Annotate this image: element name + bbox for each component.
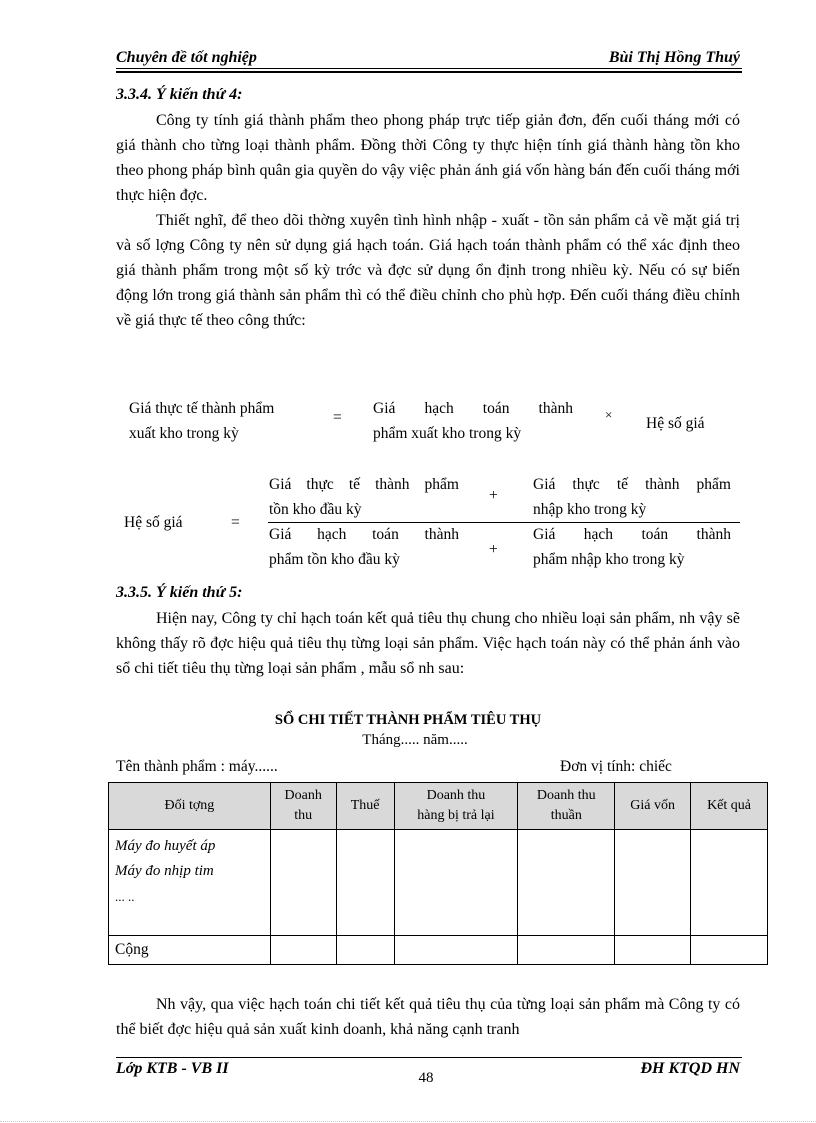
section-5-body <box>116 606 740 681</box>
col-label: Thuế <box>350 798 380 813</box>
col-header-gia-von <box>615 783 691 830</box>
numerator-a-line-2: tồn kho đầu kỳ <box>269 501 362 518</box>
table-cell <box>691 830 768 936</box>
col-label: thu <box>294 808 313 823</box>
formula-1-mid-line-1: Giá hạch toán thành <box>373 400 573 417</box>
closing-body <box>116 992 740 1042</box>
numerator-b-line-1: Giá thực tế thành phẩm <box>533 476 731 493</box>
col-header-doanh-thu <box>270 783 336 830</box>
col-header-thue <box>336 783 394 830</box>
col-header-ket-qua <box>691 783 768 830</box>
row-label-huyet-ap: Máy đo huyết áp <box>115 838 216 854</box>
denominator-a-line-2: phẩm tồn kho đầu kỳ <box>269 551 400 568</box>
table-header-row <box>109 783 768 830</box>
page-number: 48 <box>418 1070 434 1086</box>
table-row <box>109 830 768 936</box>
ledger-subtitle: Tháng..... năm..... <box>362 732 468 748</box>
footer-rule <box>116 1057 742 1058</box>
numerator-a-line-1: Giá thực tế thành phẩm <box>269 476 459 493</box>
numerator-plus: + <box>489 487 498 504</box>
formula-1-equals: = <box>333 409 342 426</box>
formula-2-lhs: Hệ số giá <box>124 514 183 531</box>
formula-1-mid-line-2: phẩm xuất kho trong kỳ <box>373 425 522 442</box>
section-4-title: 3.3.4. Ý kiến thứ 4: <box>116 86 243 103</box>
table-cell <box>336 936 394 965</box>
header-left: Chuyên đề tốt nghiệp <box>116 49 257 66</box>
table-cell <box>270 936 336 965</box>
col-label: Doanh thu <box>426 788 486 803</box>
ledger-table <box>108 782 768 965</box>
section-5-paragraph-1: Hiện nay, Công ty chỉ hạch toán kết quả tiêu thụ chung cho nhiều loại sản phẩm, nh vậy sẽ không thấy rõ đợc hiệu quả tiêu thụ từng loại sản phẩm. Việc hạch toán này có thể phản ánh vào sổ chi tiết tiêu thụ từng loại sản phẩm , mẫu sổ nh sau: <box>116 610 740 677</box>
section-5-title: 3.3.5. Ý kiến thứ 5: <box>116 584 243 601</box>
formula-1-lhs-line-1: Giá thực tế thành phẩm <box>129 400 275 417</box>
col-label: Kết quả <box>707 798 751 813</box>
denominator-a-line-1: Giá hạch toán thành <box>269 526 459 543</box>
formula-1-lhs-line-2: xuất kho trong kỳ <box>129 425 239 442</box>
row-labels-cell <box>109 830 271 936</box>
row-label-nhip-tim: Máy đo nhịp tim <box>115 863 214 879</box>
denominator-b-line-2: phẩm nhập kho trong kỳ <box>533 551 685 568</box>
footer-left: Lớp KTB - VB II <box>116 1060 229 1077</box>
header-right: Bùi Thị Hồng Thuý <box>608 49 740 66</box>
row-label-ellipsis: ... .. <box>115 889 135 904</box>
page-edge <box>0 1121 816 1122</box>
section-4-paragraph-1: Công ty tính giá thành phẩm theo phong pháp trực tiếp giản đơn, đến cuối tháng mới có giá thành cho từng loại thành phẩm. Đồng thời Công ty thực hiện tính giá thành hàng tồn kho theo phong pháp bình quân gia quyền do vậy việc phản ánh giá vốn hàng bán đến cuối tháng mới thực hiện đợc. <box>116 112 740 204</box>
header-rule <box>116 68 742 69</box>
col-label: Giá vốn <box>630 798 675 813</box>
numerator-b-line-2: nhập kho trong kỳ <box>533 501 647 518</box>
col-label: thuần <box>550 808 582 823</box>
table-cell <box>394 830 518 936</box>
col-label: Đối tợng <box>164 798 215 813</box>
section-4-paragraph-2: Thiết nghĩ, để theo dõi thờng xuyên tình hình nhập - xuất - tồn sản phẩm cả về mặt giá trị và số lợng Công ty nên sử dụng giá hạch toán. Giá hạch toán thành phẩm có thể xác định theo giá thành phẩm trong một số kỳ trớc và đợc sử dụng ổn định trong nhiều kỳ. Nếu có sự biến động lớn trong giá thành sản phẩm thì có thể điều chỉnh cho phù hợp. Đến cuối tháng điều chỉnh về giá thực tế theo công thức: <box>116 212 740 329</box>
table-cell <box>270 830 336 936</box>
table-cell <box>691 936 768 965</box>
table-cell <box>518 830 615 936</box>
denominator-b-line-1: Giá hạch toán thành <box>533 526 731 543</box>
col-label: Doanh thu <box>536 788 596 803</box>
header-rule-thick <box>116 71 742 73</box>
unit-label: Đơn vị tính: chiếc <box>560 758 672 775</box>
formula-1-rhs: Hệ số giá <box>646 415 705 432</box>
table-cell <box>336 830 394 936</box>
table-cell <box>518 936 615 965</box>
col-label: hàng bị trả lại <box>417 808 495 823</box>
table-total-row <box>109 936 768 965</box>
denominator-plus: + <box>489 541 498 558</box>
col-header-doanh-thu-thuan <box>518 783 615 830</box>
product-name-label: Tên thành phẩm : máy...... <box>116 758 278 775</box>
section-4-body <box>116 108 740 333</box>
col-header-hang-tra-lai <box>394 783 518 830</box>
table-cell <box>615 830 691 936</box>
closing-paragraph: Nh vậy, qua việc hạch toán chi tiết kết quả tiêu thụ của từng loại sản phẩm mà Công ty có thể biết đợc hiệu quả sản xuất kinh doanh, khả năng cạnh tranh <box>116 996 740 1038</box>
formula-2-equals: = <box>231 514 240 531</box>
table-cell <box>394 936 518 965</box>
col-header-doi-tuong <box>109 783 271 830</box>
formula-1-times: × <box>605 407 613 422</box>
table-cell <box>615 936 691 965</box>
col-label: Doanh <box>284 788 322 803</box>
total-label: Cộng <box>109 936 271 965</box>
ledger-title: SỔ CHI TIẾT THÀNH PHẨM TIÊU THỤ <box>274 712 542 728</box>
footer-right: ĐH KTQD HN <box>640 1060 740 1077</box>
